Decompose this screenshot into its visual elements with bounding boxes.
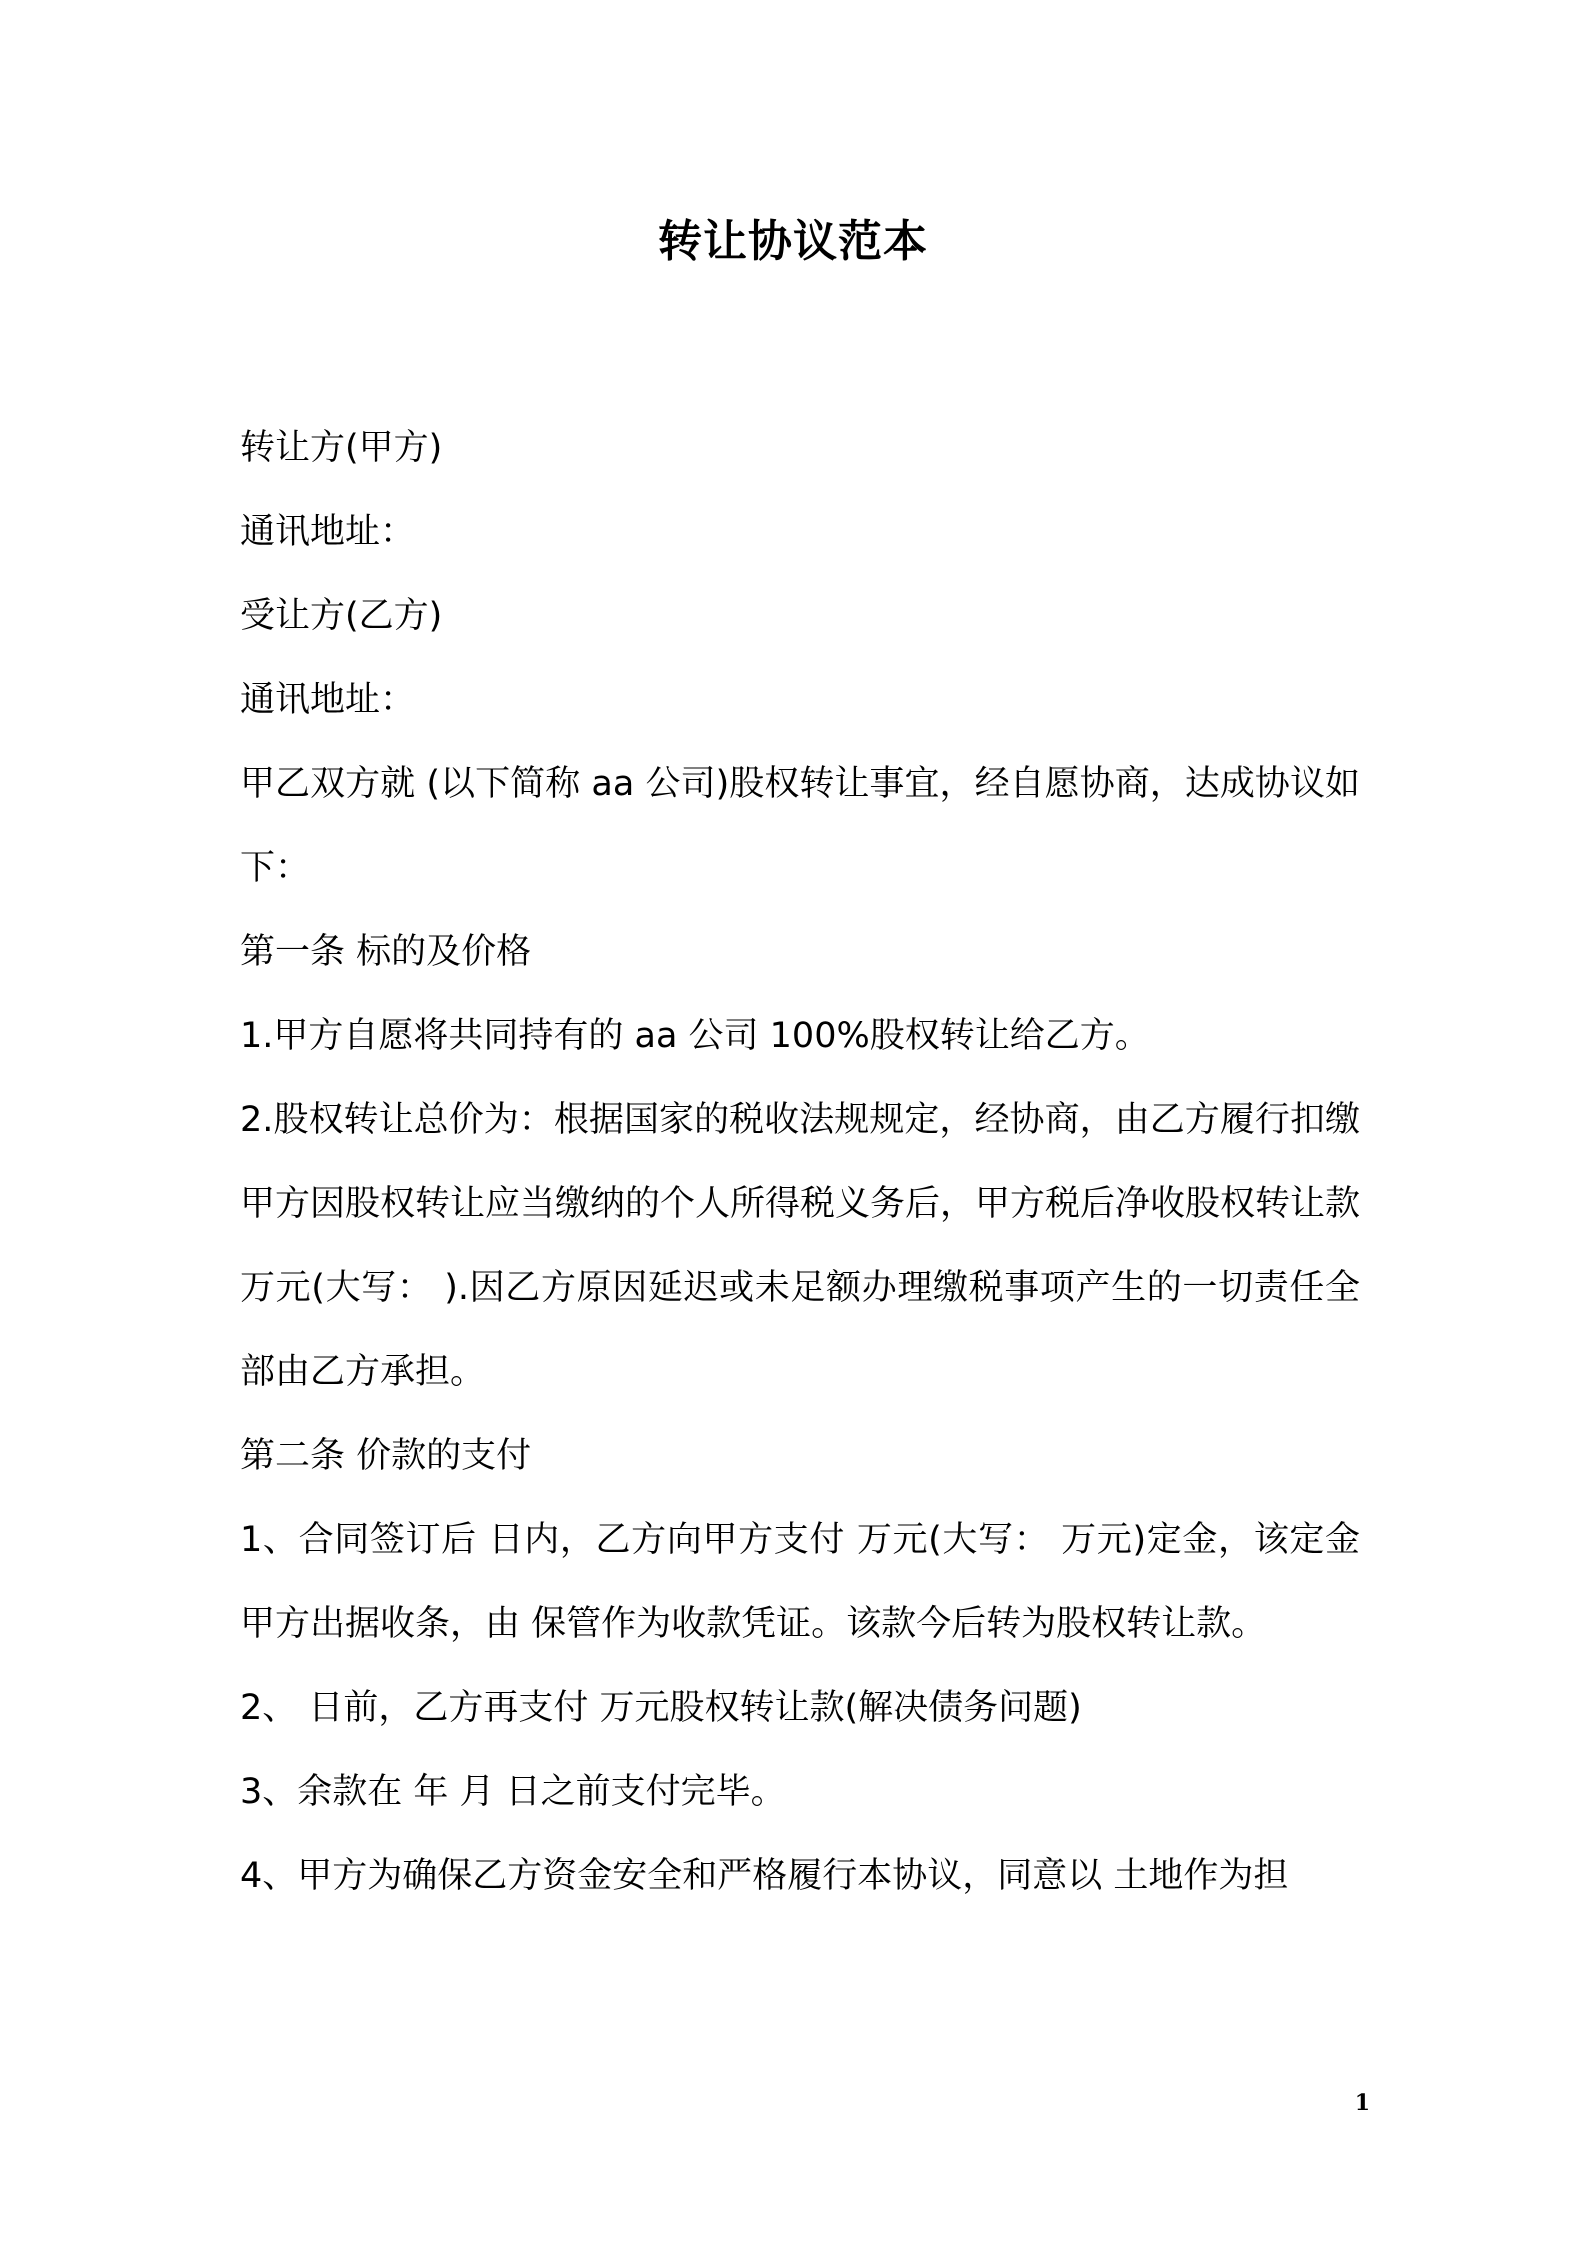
document-title: 转让协议范本 [658,216,928,267]
article-1-heading: 第一条 标的及价格 [240,932,532,972]
party-b-label: 受让方(乙方) [240,596,443,636]
page-number: 1 [1354,2090,1370,2116]
preamble-paragraph: 甲乙双方就 (以下简称 aa 公司)股权转让事宜，经自愿协商，达成协议如下： [240,764,1360,888]
article-2-clause-1: 1、合同签订后 日内，乙方向甲方支付 万元(大写： 万元)定金，该定金甲方出据收条，由 保管作为收款凭证。该款今后转为股权转让款。 [240,1520,1360,1644]
party-b-address: 通讯地址： [240,680,416,720]
document-body [240,406,1360,1918]
article-1-clause-1: 1.甲方自愿将共同持有的 aa 公司 100%股权转让给乙方。 [240,1016,1150,1056]
article-2-clause-2: 2、 日前，乙方再支付 万元股权转让款(解决债务问题) [240,1688,1082,1728]
party-a-label: 转让方(甲方) [240,428,443,468]
article-1-clause-2: 2.股权转让总价为：根据国家的税收法规规定，经协商，由乙方履行扣缴甲方因股权转让应当缴纳的个人所得税义务后，甲方税后净收股权转让款 万元(大写： ).因乙方原因延迟或未足额办理缴税事项产生的一切责任全部由乙方承担。 [240,1100,1361,1392]
article-2-heading: 第二条 价款的支付 [240,1436,532,1476]
party-a-address: 通讯地址： [240,512,416,552]
article-2-clause-3: 3、余款在 年 月 日之前支付完毕。 [240,1772,786,1812]
article-2-clause-4: 4、甲方为确保乙方资金安全和严格履行本协议，同意以 土地作为担 [240,1856,1289,1896]
